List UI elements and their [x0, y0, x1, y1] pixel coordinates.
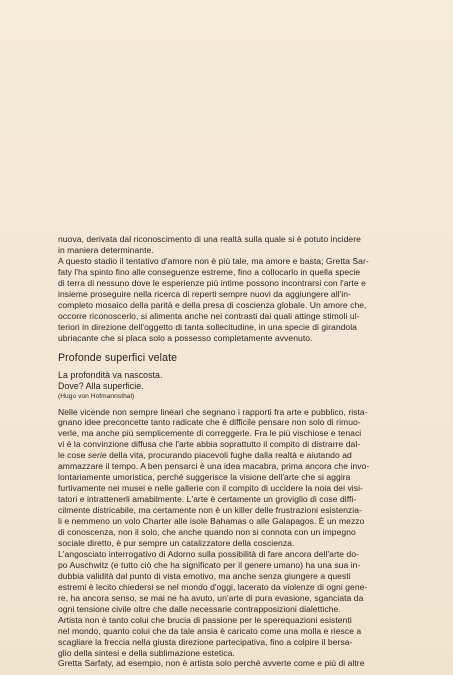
paragraph-sarfaty: A questo stadio il tentativo d'amore non è più tale, ma amore e basta; Gretta Sar- faty l'ha spinto fino alle conseguenze estreme, fino a collocarlo in quella specie di terra di nessuno dove le esperienze più intime possono incontrarsi con l'arte e insieme proseguire nella ricerca di reperti sempre nuovi da aggiungere all'in- completo mosaico della parità e della presa di coscienza globale. Un amore che, occorre riconoscerlo, si alimenta anche nei contrasti dai quali attinge stimoli ul- teriori in direzione dell'oggetto di tanta sollecitudine, in una specie di girandola ubriacante che si placa solo a possesso completamente avvenuto. [58, 255, 369, 343]
body-text [58, 234, 416, 669]
paragraph-vicende-part-a: Nelle vicende non sempre lineari che segnano i rapporti fra arte e pubblico, rista- gnano idee preconcette tanto radicate che è difficile pensare non solo di rimuo- verle, ma anche più semplicemente di correggerle. Fra le più vischiose e tenaci vi è la convinzione diffusa che l'arte abbia soprattutto il compito di distrarre dal- le cose [58, 406, 368, 461]
epigraph-line-1: La profondità va nascosta. [58, 369, 163, 380]
paragraph-artista: Artista non è tanto colui che brucia di passione per le sperequazioni esistenti nel mondo, quanto colui che da tale ansia è caricato come una molla e riesce a scagliare la freccia nella giusta direzione partecipativa, fino a colpire il bersa- glio della sintesi e della sublimazione estetica. [58, 614, 362, 658]
paragraph-adorno: L'angosciato interrogativo di Adorno sulla possibilità di fare ancora dell'arte do- po Auschwitz (e tutto ciò che ha significato per il genere umano) ha una sua in- dubbia validità dal punto di vista emotivo, ma anche senza giungere a questi estremi è lecito chiedersi se nel mondo d'oggi, lacerato da violenze di ogni gene- re, ha ancora senso, se mai ne ha avuto, un'arte di pura evasione, sganciata da ogni tensione civile oltre che dalle necessarie contrapposizioni dialettiche. [58, 548, 368, 614]
paragraph-intro: nuova, derivata dal riconoscimento di una realtà sulla quale si è potuto incidere in maniera determinante. [58, 234, 361, 255]
epigraph-line-2: Dove? Alla superficie. [58, 380, 144, 391]
epigraph-author: (Hugo von Hofmannsthal) [58, 392, 135, 400]
paragraph-vicende-part-b: della vita, procurando piacevoli fughe dalla realtà e aiutando ad ammazzare il tempo. A ben pensarci è una idea macabra, prima ancora che invo- lontariamente umoristica, perché suggerisce la visione dell'arte che si aggira furtivamente nei musei e nelle gallerie con il compito di uccidere la noia dei visi- tatori e intrattenerli amabilmente. L'arte è certamente un groviglio di cose diffi- cilmente districabile, ma certamente non è un killer delle frustrazioni esistenzia- li e nemmeno un volo Charter alle isole Bahamas o alle Galapagos. È un mezzo di conoscenza, non il solo, che anche quando non si connota con un impegno sociale diretto, è pur sempre un catalizzatore della coscienza. [58, 450, 370, 548]
paragraph-vicende-emphasis: serie [87, 450, 107, 461]
paragraph-final: Gretta Sarfaty, ad esempio, non è artista solo perché avverte come e più di altre [58, 658, 365, 669]
paragraph-vicende [58, 407, 416, 549]
section-heading: Profonde superfici velate [58, 351, 178, 364]
